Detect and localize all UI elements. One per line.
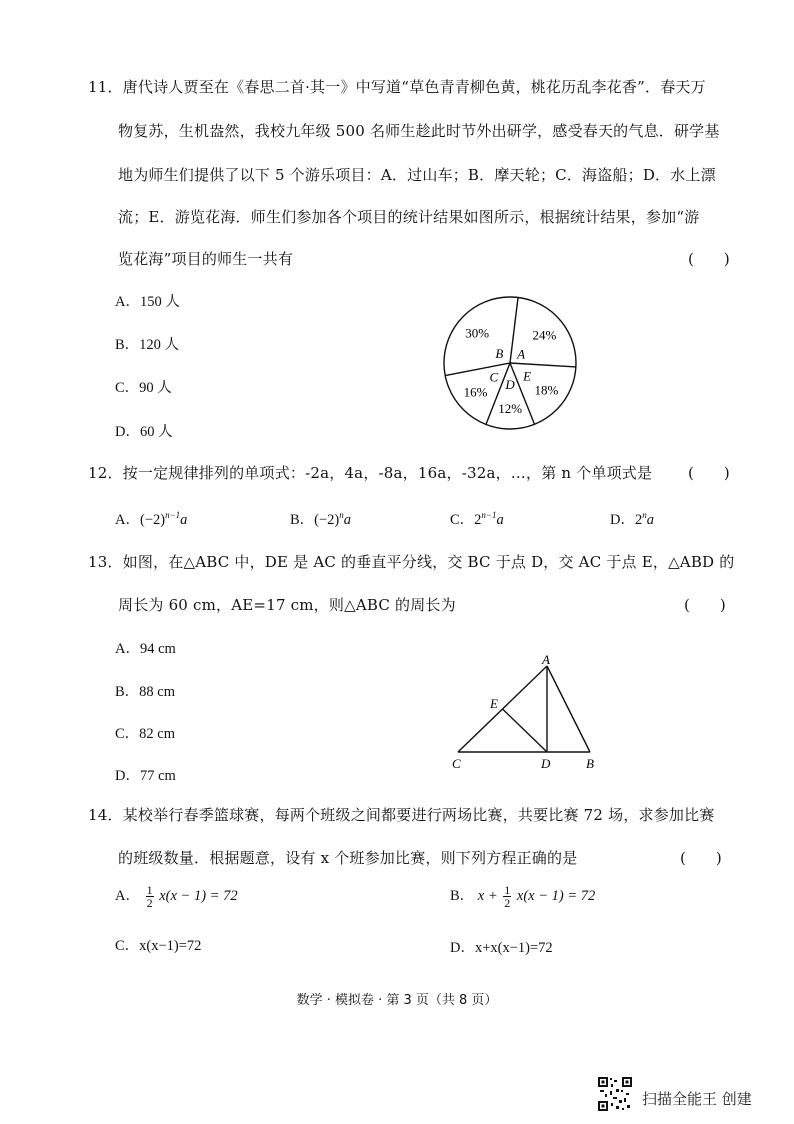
- q11-line-2: 物复苏，生机盎然，我校九年级 500 名师生趁此时节外出研学，感受春天的气息．研学基: [118, 122, 720, 140]
- q13-line-2: 周长为 60 cm，AE=17 cm，则△ABC 的周长为: [118, 596, 456, 614]
- q14-option-b: [450, 884, 595, 909]
- q12-option-d-var: a: [646, 512, 654, 528]
- qr-code-icon: [597, 1076, 633, 1112]
- q12-option-a: [115, 508, 187, 529]
- page-footer: 数学 · 模拟卷 · 第 3 页（共 8 页）: [296, 993, 498, 1008]
- q14-option-b-rest: x(x − 1) = 72: [516, 888, 596, 904]
- q12-option-b-letter: B．: [290, 512, 315, 528]
- q12-option-d: [610, 508, 654, 529]
- q11-line-4: 流；E．游览花海．师生们参加各个项目的统计结果如图所示，根据统计结果，参加“游: [118, 208, 700, 226]
- q12-option-d-letter: D．: [610, 512, 635, 528]
- pie-slice-percent-e: 18%: [534, 382, 559, 398]
- q14-line-2: 的班级数量．根据题意，设有 x 个班参加比赛，则下列方程正确的是: [118, 849, 578, 867]
- pie-slice-label-a: A: [517, 346, 526, 362]
- pie-chart: [440, 293, 580, 433]
- q12-option-c-var: a: [496, 512, 504, 528]
- q12-option-b-exponent: n: [339, 510, 344, 521]
- pie-slice-label-c: C: [489, 369, 499, 385]
- q14-option-a-rest: x(x − 1) = 72: [159, 888, 238, 904]
- q13-option-c: C．82 cm: [115, 726, 176, 742]
- pie-slice-boundary-e: [510, 363, 576, 367]
- q11-option-a: A．150 人: [115, 294, 180, 310]
- q12-option-a-exponent: n−1: [165, 510, 181, 521]
- q12-option-c: [450, 508, 504, 529]
- label-b: B: [586, 756, 594, 771]
- q11-line-1: 11．唐代诗人贾至在《春思二首·其一》中写道“草色青青柳色黄，桃花历乱李花香”．春天万: [88, 78, 706, 96]
- fraction-one-half: $\frac{1}{2}$: [504, 883, 511, 911]
- q14-option-b-lead: x +: [477, 888, 498, 904]
- q11-option-d: D．60 人: [115, 424, 173, 440]
- pie-slice-percent-b: 30%: [465, 325, 490, 341]
- q11-option-c: C．90 人: [115, 380, 172, 396]
- q12-option-d-base: 2: [634, 512, 643, 528]
- q12-option-c-base: 2: [474, 512, 482, 528]
- q11-option-b: B．120 人: [115, 337, 180, 353]
- pie-slice-label-e: E: [523, 368, 532, 384]
- q12-option-b-var: a: [343, 512, 352, 528]
- pie-slice-percent-c: 16%: [463, 384, 488, 400]
- triangle-figure: [440, 648, 610, 772]
- scanner-brand-label: 扫描全能王 创建: [642, 1090, 752, 1108]
- label-d: D: [541, 756, 551, 771]
- pie-slice-percent-d: 12%: [498, 400, 523, 416]
- q12-option-c-letter: C．: [450, 512, 475, 528]
- q12-option-a-var: a: [180, 512, 188, 528]
- q11-line-5: 览花海”项目的师生一共有: [118, 250, 294, 268]
- label-c: C: [452, 756, 461, 771]
- pie-slice-percent-a: 24%: [532, 327, 557, 343]
- segment-ed: [503, 709, 548, 752]
- q11-line-3: 地为师生们提供了以下 5 个游乐项目：A．过山车；B．摩天轮；C．海盗船；D．水上漂: [118, 166, 716, 184]
- label-e: E: [490, 696, 498, 711]
- q14-option-a-letter: A．: [115, 888, 140, 904]
- q13-option-a: A．94 cm: [115, 641, 176, 657]
- q14-line-1: 14．某校举行春季篮球赛，每两个班级之间都要进行两场比赛，共要比赛 72 场，求参加比赛: [88, 806, 715, 824]
- q13-line-1: 13．如图，在△ABC 中，DE 是 AC 的垂直平分线，交 BC 于点 D，交 AC 于点 E，△ABD 的: [88, 553, 735, 571]
- q11-answer-bracket: ( ): [688, 250, 730, 268]
- q12-option-d-exponent: n: [642, 510, 647, 521]
- q14-option-c: C．x(x−1)=72: [115, 938, 202, 954]
- q14-option-a: [115, 884, 238, 909]
- pie-slice-label-b: B: [495, 346, 504, 362]
- q14-answer-bracket: ( ): [680, 849, 722, 867]
- q12-stem: 12．按一定规律排列的单项式：-2a，4a，-8a，16a，-32a，…，第 n 个单项式是: [88, 464, 653, 482]
- q13-option-d: D．77 cm: [115, 768, 176, 784]
- q14-option-d: D．x+x(x−1)=72: [450, 940, 553, 956]
- segment-ab: [547, 666, 590, 752]
- q13-option-b: B．88 cm: [115, 684, 176, 700]
- q12-option-b-base: (−2): [314, 512, 340, 528]
- q13-answer-bracket: ( ): [684, 596, 726, 614]
- pie-slice-boundary-b: [445, 363, 510, 376]
- q12-option-a-letter: A．: [115, 512, 140, 528]
- q12-option-b: [290, 508, 351, 529]
- label-a: A: [542, 652, 550, 667]
- pie-slice-label-d: D: [505, 377, 515, 393]
- q12-option-a-base: (−2): [139, 512, 166, 528]
- q12-answer-bracket: ( ): [688, 464, 730, 482]
- q12-option-c-exponent: n−1: [481, 510, 497, 521]
- fraction-one-half: $\frac{1}{2}$: [146, 883, 153, 911]
- q14-option-b-letter: B．: [450, 888, 475, 904]
